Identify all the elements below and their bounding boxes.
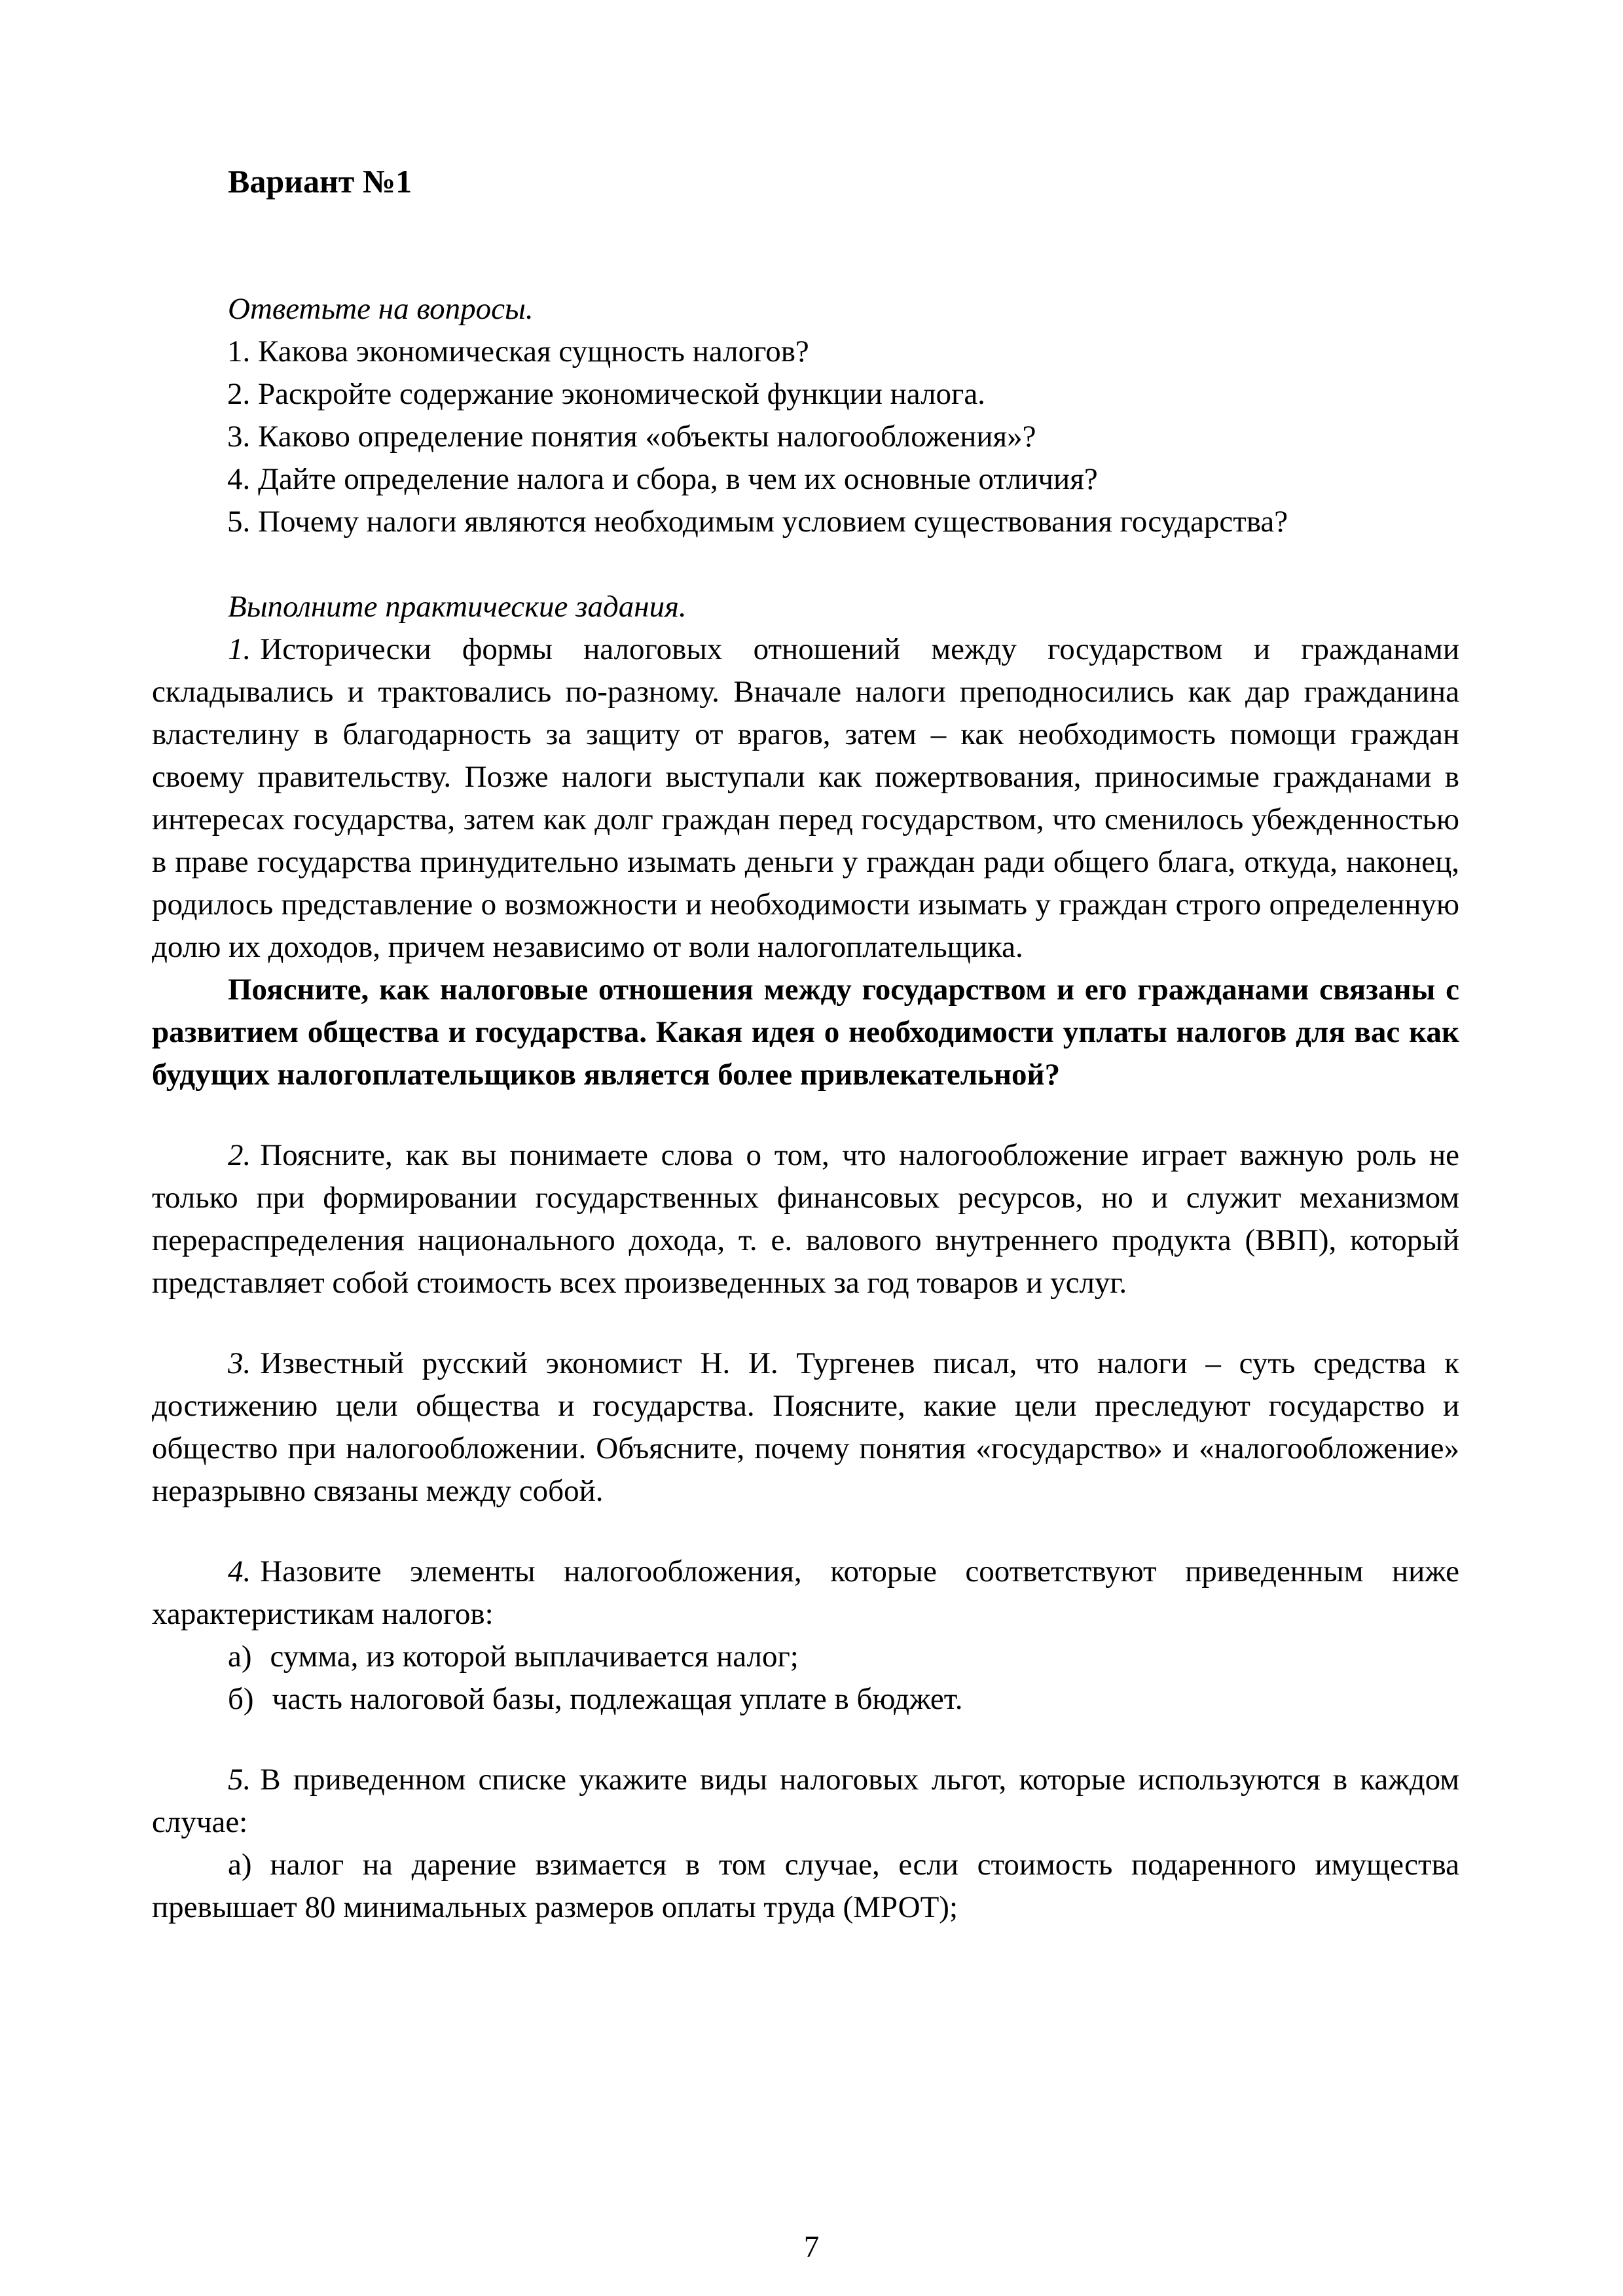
task-5-item-a: [152, 1844, 1459, 1929]
task-1-bold-paragraph: Поясните, как налоговые отношения между государством и его гражданами связаны с развитием общества и государства. Какая идея о необходимости уплаты налогов для вас как будущих налогоплательщиков является более привлекательной?: [152, 973, 1459, 1092]
task-4-item-b-text: часть налоговой базы, подлежащая уплате в бюджет.: [272, 1682, 963, 1716]
question-item-2: 2. Раскройте содержание экономической функции налога.: [227, 377, 985, 411]
tasks-section: [152, 586, 1459, 1929]
task-4-item-b-marker: б): [228, 1682, 254, 1716]
task-4-number: 4.: [228, 1554, 251, 1588]
task-2-text: Поясните, как вы понимаете слова о том, что налогообложение играет важную роль не только при формировании государственных финансовых ресурсов, но и служит механизмом перераспределения национального дохода, т. е. валового внутреннего продукта (ВВП), который представляет собой стоимость всех произведенных за год товаров и услуг.: [152, 1138, 1459, 1300]
task-4-paragraph: [152, 1551, 1459, 1636]
task-3-number: 3.: [228, 1346, 251, 1380]
task-2-paragraph: [152, 1134, 1459, 1304]
task-1-number: 1.: [228, 632, 251, 666]
task-5-item-a-marker: а): [228, 1848, 252, 1882]
task-1-text: Исторически формы налоговых отношений между государством и гражданами складывались и трактовались по-разному. Вначале налоги преподносились как дар гражданина властелину в благодарность за защиту от врагов, затем – как необходимость помощи граждан своему правительству. Позже налоги выступали как пожертвования, приносимые гражданами в интересах государства, затем как долг граждан перед государством, что сменилось убежденностью в праве государства принудительно изымать деньги у граждан ради общего блага, откуда, наконец, родилось представление о возможности и необходимости изымать у граждан строго определенную долю их доходов, причем независимо от воли налогоплательщика.: [152, 632, 1459, 964]
task-5-paragraph: [152, 1759, 1459, 1844]
questions-section: [152, 288, 1459, 543]
question-item-3: 3. Каково определение понятия «объекты налогообложения»?: [227, 420, 1036, 454]
question-item-5: 5. Почему налоги являются необходимым условием существования государства?: [227, 505, 1288, 539]
task-4-item-a-marker: а): [228, 1640, 252, 1674]
page-number: 7: [803, 2230, 820, 2264]
task-4-text: Назовите элементы налогообложения, которые соответствуют приведенным ниже характеристикам налогов:: [152, 1554, 1459, 1631]
task-5-text: В приведенном списке укажите виды налоговых льгот, которые используются в каждом случае:: [152, 1763, 1459, 1839]
task-4-item-b: [152, 1678, 1459, 1721]
task-5-item-a-text: налог на дарение взимается в том случае, если стоимость подаренного имущества превышает 80 минимальных размеров оплаты труда (МРОТ);: [152, 1848, 1459, 1924]
task-3-text: Известный русский экономист Н. И. Тургенев писал, что налоги – суть средства к достижению цели общества и государства. Поясните, какие цели преследуют государство и общество при налогообложении. Объясните, почему понятия «государство» и «налогообложение» неразрывно связаны между собой.: [152, 1346, 1459, 1508]
task-5-number: 5.: [228, 1763, 251, 1797]
question-item-4: 4. Дайте определение налога и сбора, в чем их основные отличия?: [227, 462, 1098, 496]
task-4-item-a-text: сумма, из которой выплачивается налог;: [270, 1640, 799, 1674]
task-1-paragraph: [152, 628, 1459, 969]
tasks-heading: Выполните практические задания.: [228, 590, 687, 624]
task-4-item-a: [152, 1636, 1459, 1678]
question-item-1: 1. Какова экономическая сущность налогов?: [227, 334, 809, 368]
task-2-number: 2.: [228, 1138, 251, 1172]
page-title: Вариант №1: [228, 163, 412, 200]
task-3-paragraph: [152, 1342, 1459, 1513]
questions-heading: Ответьте на вопросы.: [228, 292, 534, 326]
